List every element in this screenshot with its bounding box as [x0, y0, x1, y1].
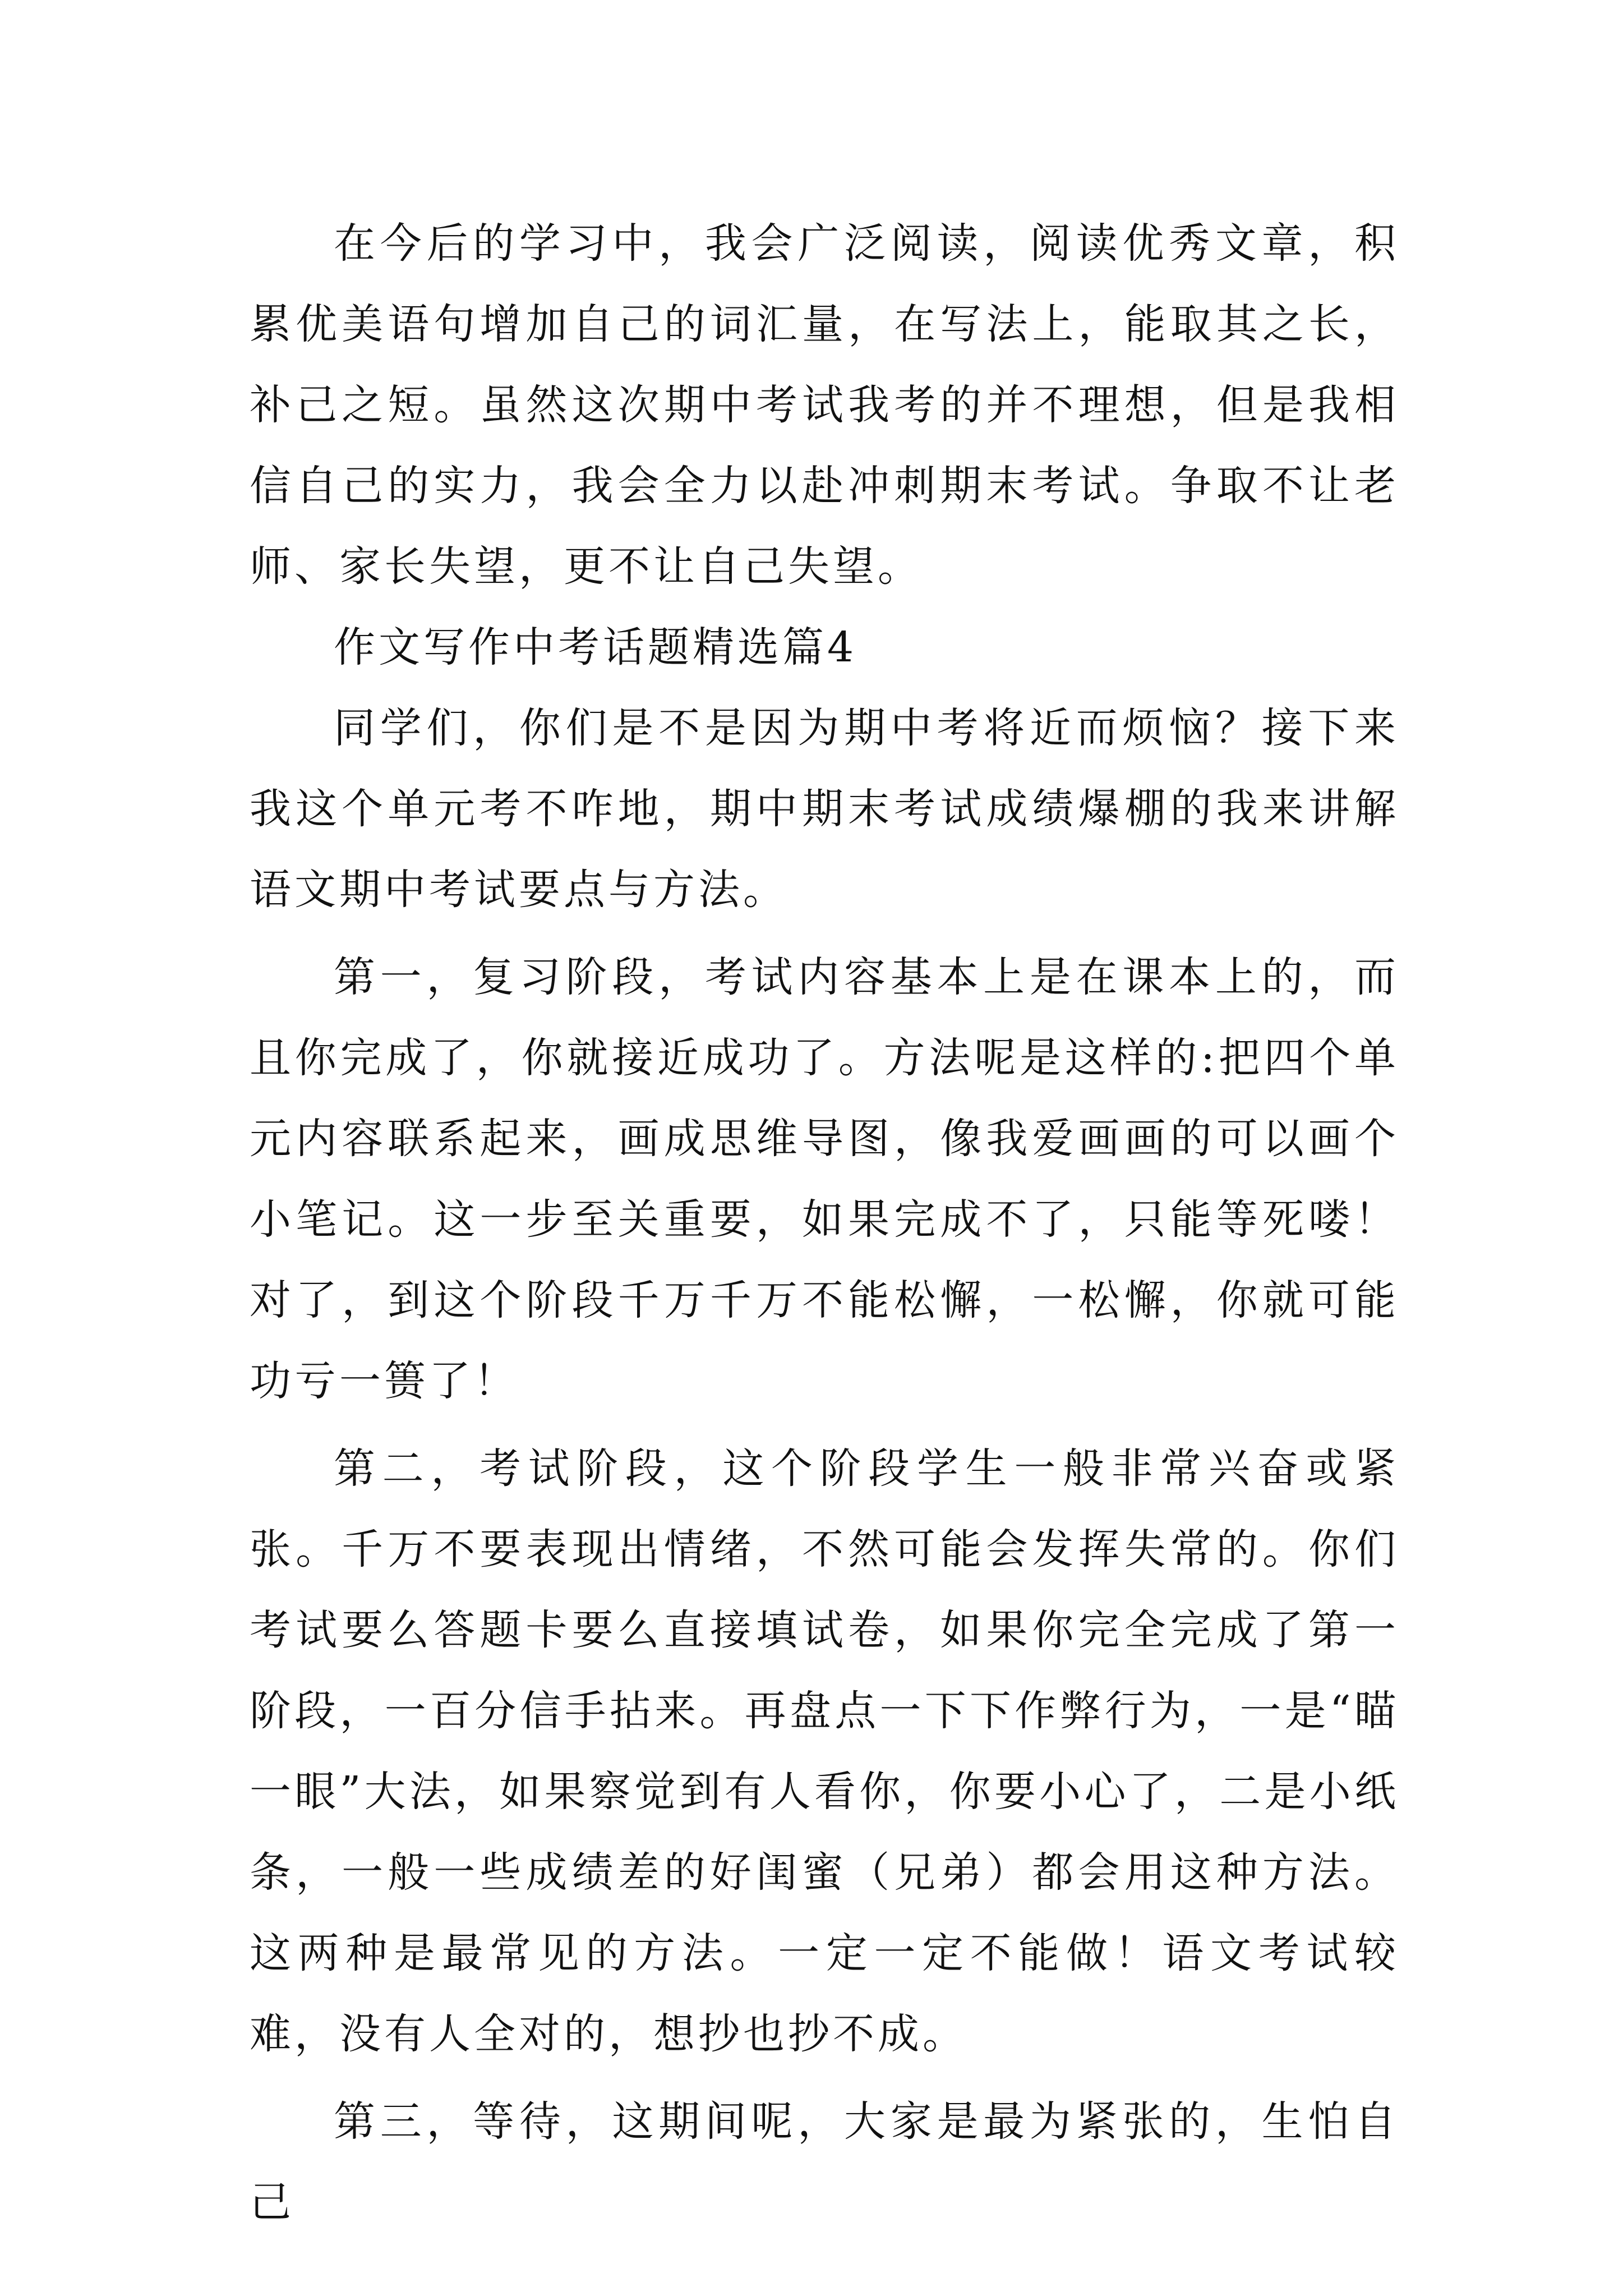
paragraph-study-plan: 在今后的学习中，我会广泛阅读，阅读优秀文章，积累优美语句增加自己的词汇量，在写法上，能取其之长，补己之短。虽然这次期中考试我考的并不理想，但是我相信自己的实力，我会全力以赴冲刺期末考试。争取不让老师、家长失望，更不让自己失望。 — [250, 219, 1399, 591]
paragraph-third-stage: 第三，等待，这期间呢，大家是最为紧张的，生怕自己 — [250, 2097, 1399, 2226]
paragraph-second-stage: 第二，考试阶段，这个阶段学生一般非常兴奋或紧张。千万不要表现出情绪，不然可能会发挥失常的。你们考试要么答题卡要么直接填试卷，如果你完全完成了第一阶段，一百分信手拈来。再盘点一下下作弊行为，一是“瞄一眼”大法，如果察觉到有人看你，你要小心了，二是小纸条，一般一些成绩差的好闺蜜（兄弟）都会用这种方法。这两种是最常见的方法。一定一定不能做！语文考试较难，没有人全对的，想抄也抄不成。 — [250, 1444, 1399, 2058]
paragraph-first-stage: 第一，复习阶段，考试内容基本上是在课本上的，而且你完成了，你就接近成功了。方法呢是这样的:把四个单元内容联系起来，画成思维导图，像我爱画画的可以画个小笔记。这一步至关重要，如果完成不了，只能等死喽！对了，到这个阶段千万千万不能松懈，一松懈，你就可能功亏一篑了！ — [250, 953, 1399, 1405]
document-body — [250, 203, 1399, 2243]
section-heading: 作文写作中考话题精选篇4 — [334, 623, 857, 671]
paragraph-intro: 同学们，你们是不是因为期中考将近而烦恼？接下来我这个单元考不咋地，期中期末考试成绩爆棚的我来讲解语文期中考试要点与方法。 — [250, 704, 1399, 914]
